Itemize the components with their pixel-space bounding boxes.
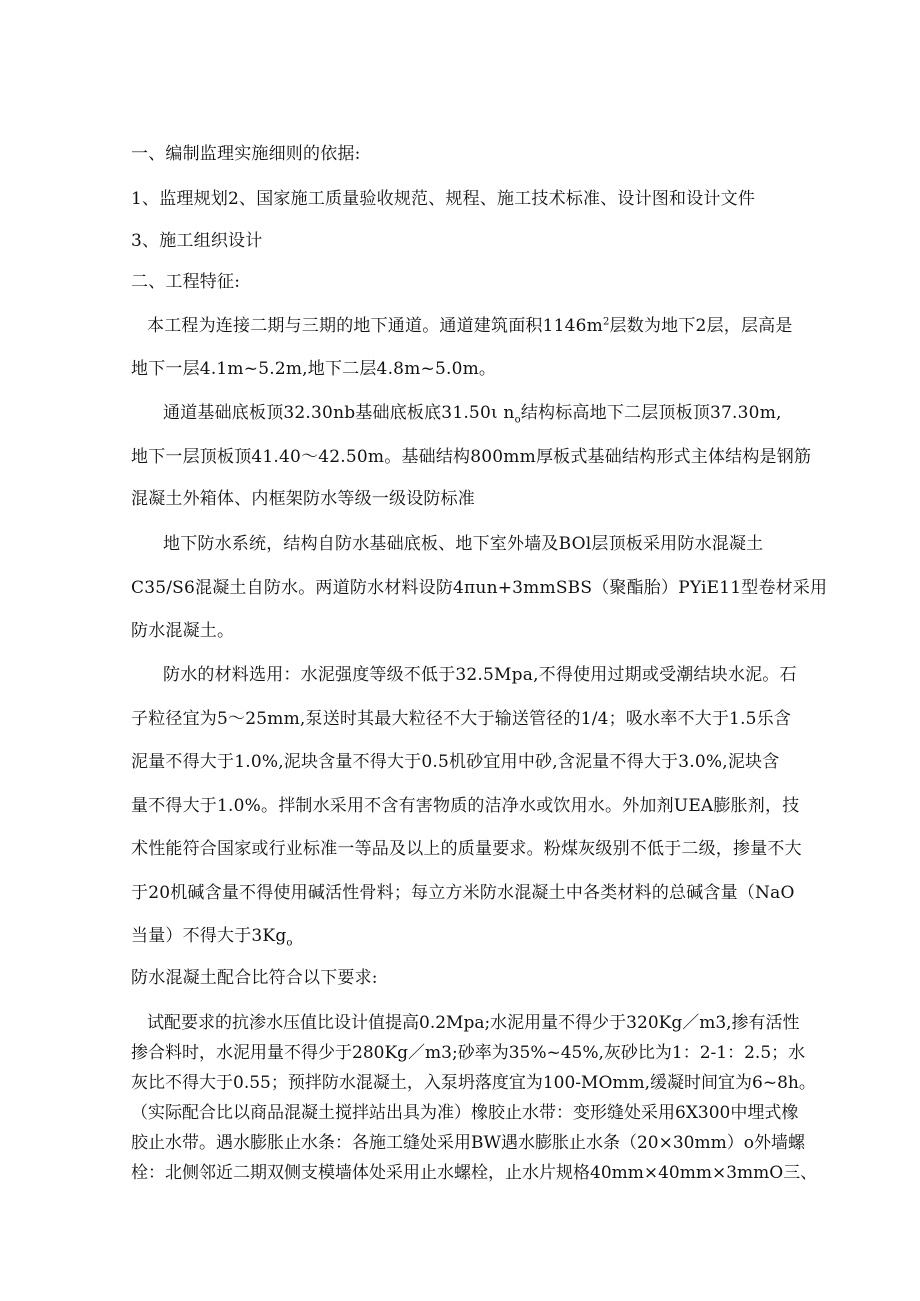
superscript-squared: 2 bbox=[602, 316, 610, 328]
paragraph-3-line-3: 防水混凝土。 bbox=[131, 621, 235, 641]
paragraph-2-line-1 bbox=[163, 403, 782, 426]
paragraph-3-line-2: C35/S6混凝土自防水。两道防水材料设防4πun+3mmSBS（聚酯胎）PYiE11型卷材采用 bbox=[131, 578, 828, 598]
mix-ratio-heading: 防水混凝土配合比符合以下要求: bbox=[131, 968, 378, 988]
subscript-o-kg: o bbox=[286, 937, 293, 949]
paragraph-2-line-3: 混凝土外箱体、内框架防水等级一级设防标准 bbox=[131, 489, 475, 509]
paragraph-5-line-5: 胶止水带。遇水膨胀止水条：各施工缝处采用BW遇水膨胀止水条（20×30mm）o外墙螺 bbox=[131, 1133, 805, 1153]
paragraph-1-line-1 bbox=[147, 316, 793, 336]
paragraph-4-line-3: 泥量不得大于1.0%,泥块含量不得大于0.5机砂宜用中砂,含泥量不得大于3.0%,泥块含 bbox=[131, 752, 780, 772]
paragraph-4-line-7-text-a: 当量）不得大于3Kg bbox=[131, 926, 287, 946]
paragraph-1-line-1-text-a: 本工程为连接二期与三期的地下通道。通道建筑面积1146m bbox=[147, 316, 603, 336]
paragraph-4-line-7 bbox=[131, 926, 293, 949]
paragraph-5-line-4: （实际配合比以商品混凝土搅拌站出具为准）橡胶止水带：变形缝处采用6X300中埋式橡 bbox=[131, 1103, 799, 1123]
paragraph-5-line-3: 灰比不得大于0.55；预拌防水混凝土，入泵坍落度宜为100-MOmm,缓凝时间宜为6~8h。 bbox=[131, 1073, 816, 1093]
section-heading-basis: 一、编制监理实施细则的依据: bbox=[131, 144, 361, 164]
paragraph-4-line-1: 防水的材料选用：水泥强度等级不低于32.5Mpa,不得使用过期或受潮结块水泥。石 bbox=[163, 665, 797, 685]
paragraph-5-line-1: 试配要求的抗渗水压值比设计值提高0.2Mpa;水泥用量不得少于320Kg／m3,掺有活性 bbox=[147, 1013, 800, 1033]
paragraph-4-line-5: 术性能符合国家或行业标准一等品及以上的质量要求。粉煤灰级别不低于二级，掺量不大 bbox=[131, 839, 802, 859]
basis-line-1: 1、监理规划2、国家施工质量验收规范、规程、施工技术标准、设计图和设计文件 bbox=[131, 189, 756, 209]
paragraph-4-line-4: 量不得大于1.0%。拌制水采用不含有害物质的洁净水或饮用水。外加剂UEA膨胀剂，技 bbox=[131, 796, 800, 816]
paragraph-5-line-6: 栓：北侧邻近二期双侧支模墙体处采用止水螺栓，止水片规格40mm×40mm×3mmO三、 bbox=[131, 1163, 818, 1183]
paragraph-3-line-1: 地下防水系统，结构自防水基础底板、地下室外墙及BOl层顶板采用防水混凝土 bbox=[163, 534, 764, 554]
paragraph-5-line-2: 掺合料时，水泥用量不得少于280Kg／m3;砂率为35%~45%,灰砂比为1：2-1：2.5；水 bbox=[131, 1043, 806, 1063]
basis-line-2: 3、施工组织设计 bbox=[131, 231, 263, 251]
section-heading-features: 二、工程特征: bbox=[131, 272, 241, 292]
paragraph-1-line-2: 地下一层4.1m~5.2m,地下二层4.8m~5.0m。 bbox=[131, 359, 497, 379]
paragraph-1-line-1-text-b: 层数为地下2层，层高是 bbox=[609, 316, 793, 336]
paragraph-4-line-2: 子粒径宜为5～25mm,泵送时其最大粒径不大于输送管径的1/4；吸水率不大于1.5乐含 bbox=[131, 709, 792, 729]
paragraph-2-line-2: 地下一层顶板顶41.40～42.50m。基础结构800mm厚板式基础结构形式主体结构是钢筋 bbox=[131, 447, 812, 467]
subscript-o: o bbox=[514, 414, 521, 426]
paragraph-2-line-1-text-b: 结构标高地下二层顶板顶37.30m, bbox=[520, 403, 782, 423]
paragraph-4-line-6: 于20机碱含量不得使用碱活性骨料；每立方米防水混凝土中各类材料的总碱含量（NaO bbox=[131, 883, 795, 903]
paragraph-2-line-1-text-a: 通道基础底板顶32.30nb基础底板底31.50ι n bbox=[163, 403, 515, 423]
